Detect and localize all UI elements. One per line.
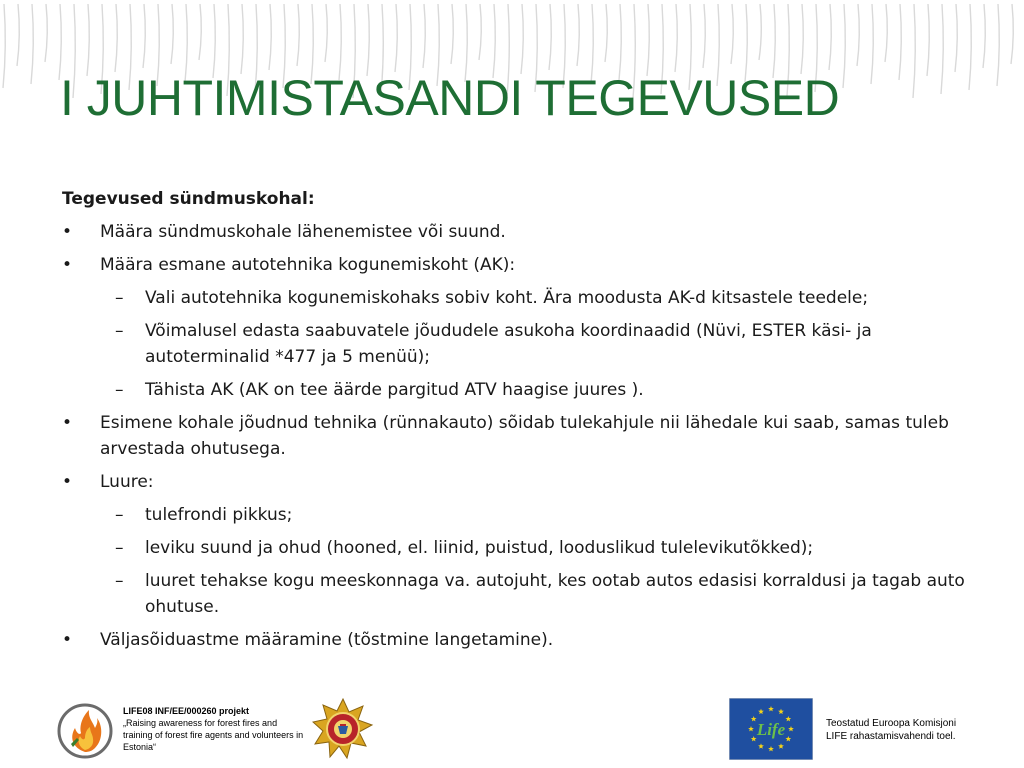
- pattern-stroke: [773, 4, 775, 78]
- dash-marker: –: [115, 538, 124, 558]
- pattern-stroke: [843, 4, 845, 88]
- sub-bullet-item: [62, 377, 982, 403]
- pattern-stroke: [983, 4, 985, 68]
- pattern-stroke: [577, 4, 579, 66]
- pattern-stroke: [703, 4, 705, 68]
- bullet-item: [62, 252, 982, 278]
- pattern-stroke: [759, 4, 761, 60]
- pattern-stroke: [451, 4, 453, 64]
- pattern-stroke: [115, 4, 117, 72]
- bullet-marker: •: [62, 222, 73, 242]
- sub-bullet-item: [62, 502, 982, 528]
- item-text: Väljasõiduastme määramine (tõstmine langetamine).: [100, 630, 554, 650]
- pattern-stroke: [997, 4, 999, 86]
- pattern-stroke: [605, 4, 607, 62]
- sub-bullet-item: [62, 535, 982, 561]
- pattern-stroke: [367, 4, 369, 76]
- pattern-stroke: [801, 4, 803, 74]
- pattern-stroke: [927, 4, 929, 76]
- pattern-stroke: [647, 4, 649, 76]
- project-description: „Raising awareness for forest fires and training of forest fire agents and volunteers in Estonia“: [123, 718, 304, 752]
- item-text: Vali autotehnika kogunemiskohaks sobiv koht. Ära moodusta AK-d kitsastele teedele;: [145, 288, 869, 308]
- pattern-stroke: [675, 4, 677, 72]
- item-text: leviku suund ja ohud (hooned, el. liinid, puistud, looduslikud tulelevikutõkked);: [145, 538, 814, 558]
- pattern-stroke: [1011, 4, 1013, 64]
- item-text: Esimene kohale jõudnud tehnika (rünnakauto) sõidab tulekahjule nii lähedale kui saab, samas tuleb arvestada ohutusega.: [100, 413, 949, 459]
- item-text: Luure:: [100, 472, 154, 492]
- item-text: Tähista AK (AK on tee äärde pargitud ATV haagise juures ).: [145, 380, 644, 400]
- pattern-stroke: [269, 4, 271, 70]
- project-info: [123, 705, 308, 753]
- sub-bullet-item: [62, 568, 982, 620]
- pattern-stroke: [913, 4, 915, 98]
- pattern-stroke: [31, 4, 33, 84]
- sub-bullet-item: [62, 285, 982, 311]
- pattern-stroke: [171, 4, 173, 64]
- pattern-stroke: [87, 4, 89, 76]
- item-text: tulefrondi pikkus;: [145, 505, 293, 525]
- rescue-board-emblem-icon: [312, 698, 374, 760]
- item-text: luuret tehakse kogu meeskonnaga va. autojuht, kes ootab autos edasisi korraldusi ja tagab auto ohutuse.: [145, 571, 965, 617]
- pattern-stroke: [17, 4, 19, 66]
- pattern-stroke: [549, 4, 551, 70]
- bullet-item: [62, 410, 982, 462]
- pattern-stroke: [479, 4, 481, 60]
- bullet-marker: •: [62, 472, 73, 492]
- item-text: Määra esmane autotehnika kogunemiskoht (AK):: [100, 255, 516, 275]
- dash-marker: –: [115, 505, 124, 525]
- pattern-stroke: [885, 4, 887, 62]
- pattern-stroke: [199, 4, 201, 60]
- sub-bullet-item: [62, 318, 982, 370]
- pattern-stroke: [143, 4, 145, 68]
- pattern-stroke: [521, 4, 523, 74]
- bullet-marker: •: [62, 255, 73, 275]
- pattern-stroke: [325, 4, 327, 62]
- bullet-item: [62, 627, 982, 653]
- pattern-stroke: [941, 4, 943, 94]
- bullet-item: [62, 469, 982, 495]
- pattern-stroke: [955, 4, 957, 72]
- pattern-stroke: [213, 4, 215, 78]
- pattern-stroke: [829, 4, 831, 70]
- dash-marker: –: [115, 380, 124, 400]
- pattern-stroke: [731, 4, 733, 64]
- funding-line-1: Teostatud Euroopa Komisjoni: [826, 718, 957, 729]
- pattern-stroke: [493, 4, 495, 78]
- bullet-item: [62, 219, 982, 245]
- pattern-stroke: [3, 4, 5, 88]
- forest-fire-flame-icon: [55, 700, 115, 760]
- eu-flag-icon: [729, 698, 813, 760]
- life-logo-text: Life: [756, 720, 786, 739]
- dash-marker: –: [115, 321, 124, 341]
- bullet-list: [62, 219, 982, 653]
- pattern-stroke: [297, 4, 299, 66]
- pattern-stroke: [423, 4, 425, 68]
- pattern-stroke: [969, 4, 971, 90]
- pattern-stroke: [241, 4, 243, 74]
- pattern-stroke: [45, 4, 47, 62]
- item-text: Võimalusel edasta saabuvatele jõududele asukoha koordinaadid (Nüvi, ESTER käsi- ja autoterminalid *477 ja 5 menüü);: [145, 321, 872, 367]
- pattern-stroke: [871, 4, 873, 84]
- bullet-marker: •: [62, 413, 73, 433]
- pattern-stroke: [857, 4, 859, 66]
- funding-line-2: LIFE rahastamisvahendi toel.: [826, 731, 956, 742]
- slide-body: [62, 186, 982, 660]
- funding-note: [826, 717, 996, 743]
- section-heading: Tegevused sündmuskohal:: [62, 189, 315, 209]
- dash-marker: –: [115, 288, 124, 308]
- slide-title: I JUHTIMISTASANDI TEGEVUSED: [60, 70, 840, 126]
- bullet-marker: •: [62, 630, 73, 650]
- item-text: Määra sündmuskohale lähenemistee või suund.: [100, 222, 506, 242]
- dash-marker: –: [115, 571, 124, 591]
- pattern-stroke: [899, 4, 901, 80]
- pattern-stroke: [395, 4, 397, 72]
- project-id: LIFE08 INF/EE/000260 projekt: [123, 706, 250, 716]
